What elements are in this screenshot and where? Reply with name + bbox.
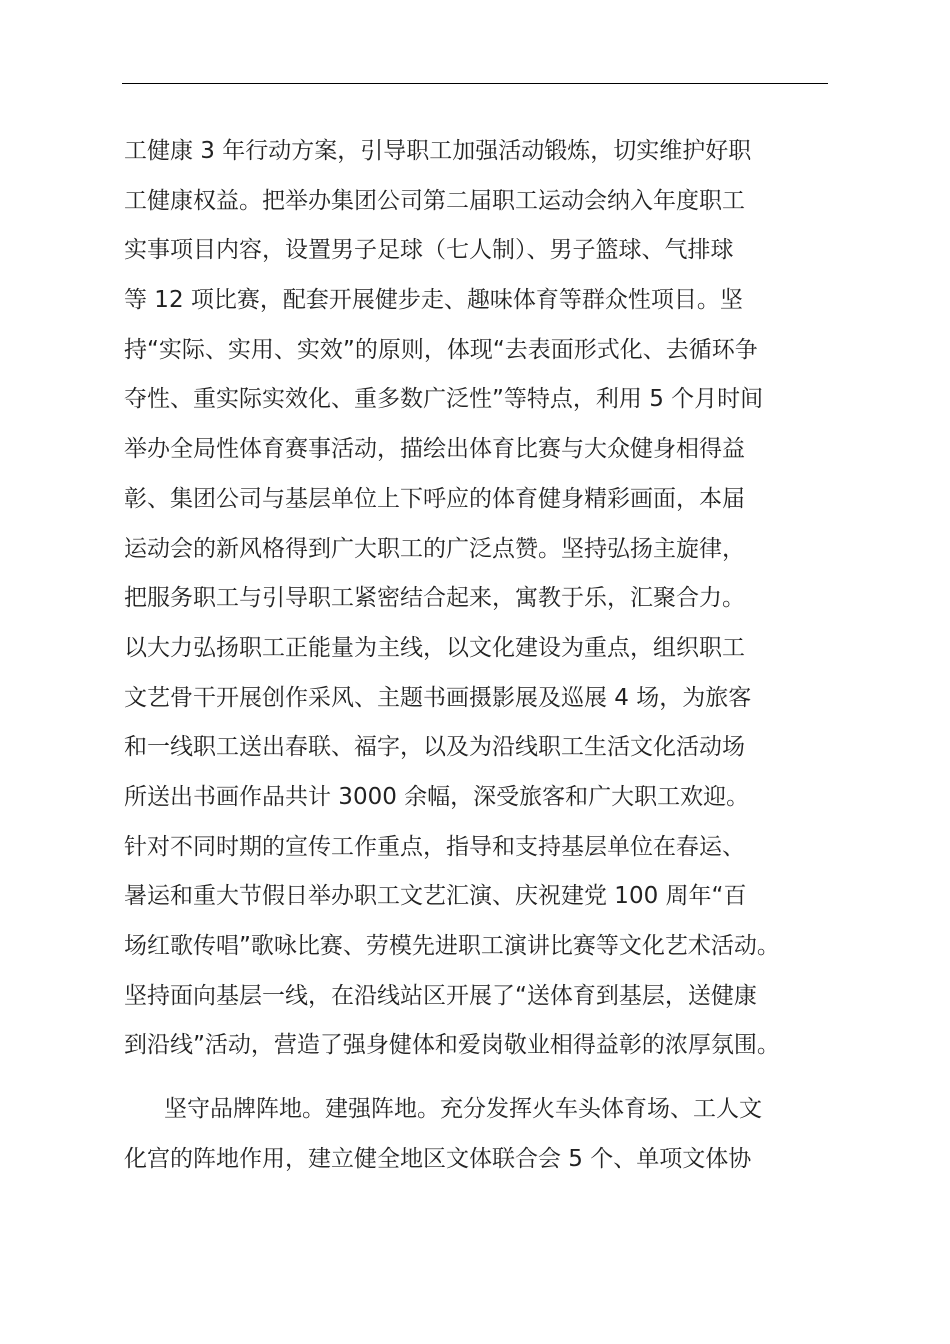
text-line: 针对不同时期的宣传工作重点，指导和支持基层单位在春运、 <box>124 833 745 860</box>
text-line: 彰、集团公司与基层单位上下呼应的体育健身精彩画面，本届 <box>124 485 745 512</box>
text-line: 运动会的新风格得到广大职工的广泛点赞。坚持弘扬主旋律， <box>124 535 745 562</box>
text-line: 所送出书画作品共计 3000 余幅，深受旅客和广大职工欢迎。 <box>124 783 750 810</box>
text-line: 坚持面向基层一线，在沿线站区开展了“送体育到基层，送健康 <box>124 982 757 1009</box>
text-line: 到沿线”活动，营造了强身健体和爱岗敬业相得益彰的浓厚氛围。 <box>124 1032 780 1059</box>
text-line: 暑运和重大节假日举办职工文艺汇演、庆祝建党 100 周年“百 <box>124 883 747 910</box>
paragraph-brand-position <box>124 1085 854 1184</box>
text-line: 文艺骨干开展创作采风、主题书画摄影展及巡展 4 场，为旅客 <box>124 684 752 711</box>
text-line: 场红歌传唱”歌咏比赛、劳模先进职工演讲比赛等文化艺术活动。 <box>124 933 780 959</box>
text-line: 实事项目内容，设置男子足球（七人制）、男子篮球、气排球 <box>124 237 734 264</box>
text-line: 举办全局性体育赛事活动，描绘出体育比赛与大众健身相得益 <box>124 436 745 463</box>
document-body <box>124 127 854 1184</box>
text-line: 以大力弘扬职工正能量为主线，以文化建设为重点，组织职工 <box>124 634 745 661</box>
text-line: 持“实际、实用、实效”的原则，体现“去表面形式化、去循环争 <box>124 336 758 363</box>
text-line: 化宫的阵地作用，建立健全地区文体联合会 5 个、单项文体协 <box>124 1145 752 1172</box>
text-line: 坚守品牌阵地。建强阵地。充分发挥火车头体育场、工人文 <box>164 1096 762 1123</box>
text-line: 工健康权益。把举办集团公司第二届职工运动会纳入年度职工 <box>124 187 745 214</box>
paragraph-continued <box>124 127 854 1071</box>
text-line: 夺性、重实际实效化、重多数广泛性”等特点，利用 5 个月时间 <box>124 386 764 413</box>
header-rule <box>122 83 828 84</box>
text-line: 等 12 项比赛，配套开展健步走、趣味体育等群众性项目。坚 <box>124 287 743 314</box>
text-line: 和一线职工送出春联、福字，以及为沿线职工生活文化活动场 <box>124 734 745 761</box>
text-line: 把服务职工与引导职工紧密结合起来，寓教于乐，汇聚合力。 <box>124 585 745 612</box>
paragraph-gap <box>124 1071 854 1085</box>
text-line: 工健康 3 年行动方案，引导职工加强活动锻炼，切实维护好职 <box>124 138 752 164</box>
